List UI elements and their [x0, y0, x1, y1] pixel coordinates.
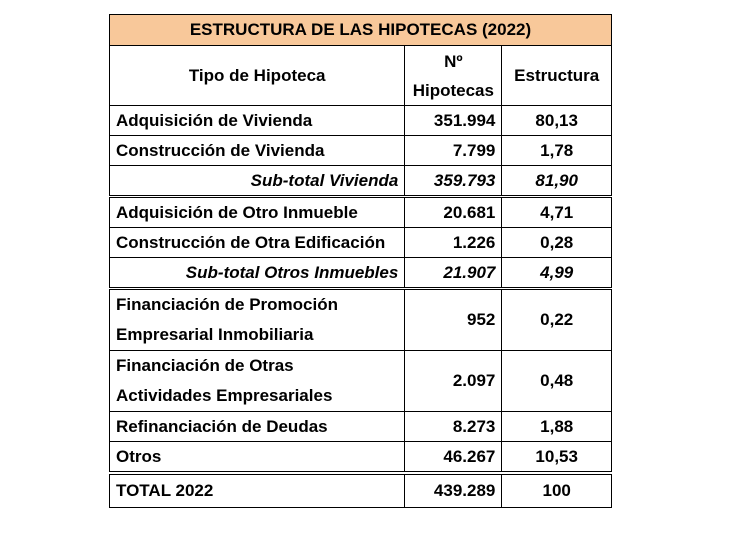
- row-label: Construcción de Vivienda: [110, 136, 405, 166]
- row-num: 20.681: [405, 197, 502, 228]
- subtotal-row: [110, 258, 612, 289]
- table-row: [110, 136, 612, 166]
- table-row: [110, 289, 612, 351]
- row-num: 46.267: [405, 442, 502, 474]
- total-label: TOTAL 2022: [110, 473, 405, 508]
- mortgage-structure-sheet: [109, 14, 612, 508]
- row-label-line2: Empresarial Inmobiliaria: [116, 325, 314, 344]
- row-num: 351.994: [405, 106, 502, 136]
- table-row: [110, 228, 612, 258]
- row-num: 2.097: [405, 351, 502, 412]
- row-pct: 1,78: [502, 136, 612, 166]
- header-tipo: Tipo de Hipoteca: [110, 46, 405, 106]
- header-estructura: Estructura: [502, 46, 612, 106]
- table-row: [110, 412, 612, 442]
- row-pct: 10,53: [502, 442, 612, 474]
- row-label: Adquisición de Vivienda: [110, 106, 405, 136]
- row-label: [110, 351, 405, 412]
- row-label: [110, 289, 405, 351]
- row-label: Refinanciación de Deudas: [110, 412, 405, 442]
- table-row: [110, 442, 612, 474]
- row-num: 952: [405, 289, 502, 351]
- row-label-line1: Financiación de Promoción: [116, 295, 338, 314]
- row-num: 1.226: [405, 228, 502, 258]
- table-row: [110, 351, 612, 412]
- row-pct: 0,28: [502, 228, 612, 258]
- table-row: [110, 197, 612, 228]
- header-num-line1: Nº: [444, 51, 463, 71]
- row-pct: 4,71: [502, 197, 612, 228]
- row-num: 359.793: [405, 166, 502, 197]
- row-label: Sub-total Vivienda: [110, 166, 405, 197]
- total-num: 439.289: [405, 473, 502, 508]
- row-pct: 0,48: [502, 351, 612, 412]
- total-pct: 100: [502, 473, 612, 508]
- row-label: Otros: [110, 442, 405, 474]
- row-num: 21.907: [405, 258, 502, 289]
- header-num-hipotecas: [405, 46, 502, 106]
- row-pct: 4,99: [502, 258, 612, 289]
- row-label: Sub-total Otros Inmuebles: [110, 258, 405, 289]
- table-row: [110, 106, 612, 136]
- row-label: Construcción de Otra Edificación: [110, 228, 405, 258]
- row-num: 8.273: [405, 412, 502, 442]
- header-num-line2: Hipotecas: [412, 80, 494, 100]
- mortgage-structure-table: [109, 14, 612, 508]
- row-pct: 80,13: [502, 106, 612, 136]
- row-pct: 1,88: [502, 412, 612, 442]
- row-label: Adquisición de Otro Inmueble: [110, 197, 405, 228]
- subtotal-row: [110, 166, 612, 197]
- header-row: [110, 46, 612, 106]
- row-num: 7.799: [405, 136, 502, 166]
- row-pct: 81,90: [502, 166, 612, 197]
- row-pct: 0,22: [502, 289, 612, 351]
- total-row: [110, 473, 612, 508]
- row-label-line2: Actividades Empresariales: [116, 386, 333, 405]
- table-title: ESTRUCTURA DE LAS HIPOTECAS (2022): [110, 15, 612, 46]
- row-label-line1: Financiación de Otras: [116, 356, 294, 375]
